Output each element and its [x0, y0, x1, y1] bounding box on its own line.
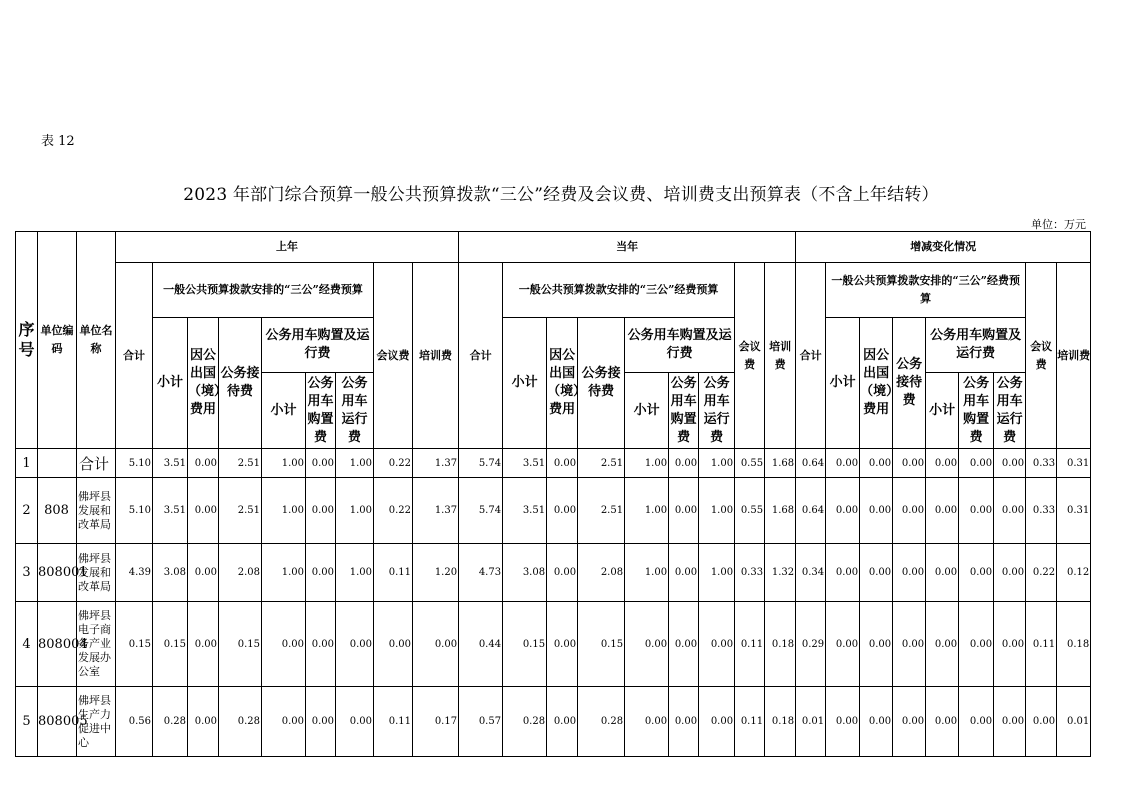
cell-value-curr: 1.68: [765, 449, 796, 478]
cell-value-curr: 3.08: [503, 544, 547, 602]
cell-value-curr: 1.32: [765, 544, 796, 602]
cell-value-curr: 0.28: [578, 687, 625, 757]
cell-value-curr: 2.08: [578, 544, 625, 602]
cell-value-curr: 0.55: [735, 449, 765, 478]
cell-seq: 3: [16, 544, 38, 602]
cell-code: 808: [38, 478, 77, 544]
cell-value-prev: 0.28: [219, 687, 262, 757]
cell-value-prev: 0.22: [374, 449, 413, 478]
header-sangong: 一般公共预算拨款安排的“三公”经费预算: [503, 263, 735, 318]
cell-code: 808005: [38, 687, 77, 757]
cell-value-change: 0.00: [994, 602, 1026, 687]
header-training: 培训费: [1057, 263, 1091, 449]
cell-value-curr: 0.18: [765, 602, 796, 687]
header-car-subtotal: 小计: [625, 373, 669, 449]
cell-value-prev: 0.56: [116, 687, 153, 757]
cell-code: 808004: [38, 602, 77, 687]
unit-label: 单位：万元: [1031, 218, 1086, 231]
cell-value-curr: 0.00: [669, 449, 699, 478]
cell-value-curr: 0.00: [669, 544, 699, 602]
cell-value-curr: 1.00: [625, 478, 669, 544]
cell-value-prev: 0.00: [188, 544, 219, 602]
cell-value-change: 0.22: [1026, 544, 1057, 602]
cell-value-curr: 0.11: [735, 602, 765, 687]
cell-value-curr: 0.57: [459, 687, 503, 757]
cell-value-change: 0.00: [826, 687, 860, 757]
cell-value-prev: 0.00: [336, 687, 374, 757]
cell-value-prev: 1.00: [262, 544, 306, 602]
cell-value-prev: 3.51: [153, 449, 188, 478]
header-total: 合计: [459, 263, 503, 449]
cell-value-change: 0.00: [860, 478, 893, 544]
cell-value-prev: 0.11: [374, 544, 413, 602]
cell-value-curr: 1.00: [699, 449, 735, 478]
cell-name: 佛坪县电子商务产业发展办公室: [77, 602, 116, 687]
header-car-subtotal: 小计: [262, 373, 306, 449]
cell-value-change: 0.00: [826, 478, 860, 544]
cell-value-change: 0.00: [994, 478, 1026, 544]
cell-value-change: 0.00: [893, 687, 926, 757]
cell-value-change: 0.31: [1057, 478, 1091, 544]
cell-value-prev: 0.00: [188, 602, 219, 687]
table-row: [16, 687, 1091, 757]
cell-value-change: 0.33: [1026, 478, 1057, 544]
cell-value-curr: 0.00: [547, 449, 578, 478]
header-training: 培训费: [413, 263, 459, 449]
cell-value-curr: 2.51: [578, 478, 625, 544]
cell-value-prev: 5.10: [116, 478, 153, 544]
cell-value-curr: 0.00: [625, 687, 669, 757]
cell-value-curr: 0.00: [669, 687, 699, 757]
cell-value-prev: 0.00: [188, 687, 219, 757]
cell-value-change: 0.29: [796, 602, 826, 687]
header-group-prev: 上年: [116, 232, 459, 263]
cell-name: 佛坪县生产力促进中心: [77, 687, 116, 757]
cell-seq: 2: [16, 478, 38, 544]
cell-name: 佛坪县发展和改革局: [77, 544, 116, 602]
cell-value-prev: 0.28: [153, 687, 188, 757]
header-meeting: 会议费: [1026, 263, 1057, 449]
cell-value-curr: 0.00: [547, 687, 578, 757]
cell-value-curr: 0.18: [765, 687, 796, 757]
header-group-curr: 当年: [459, 232, 796, 263]
header-abroad: 因公出国（境）费用: [860, 318, 893, 449]
header-car-purchase: 公务用车购置费: [959, 373, 994, 449]
cell-value-change: 0.31: [1057, 449, 1091, 478]
cell-name: 佛坪县发展和改革局: [77, 478, 116, 544]
header-car-purchase: 公务用车购置费: [306, 373, 336, 449]
header-car-purchase: 公务用车购置费: [669, 373, 699, 449]
cell-value-change: 0.01: [1057, 687, 1091, 757]
cell-value-curr: 0.15: [503, 602, 547, 687]
cell-value-curr: 0.00: [699, 687, 735, 757]
cell-value-change: 0.64: [796, 449, 826, 478]
cell-value-curr: 1.68: [765, 478, 796, 544]
cell-value-curr: 3.51: [503, 449, 547, 478]
cell-value-change: 0.00: [926, 449, 959, 478]
cell-value-change: 0.00: [959, 687, 994, 757]
header-sangong: 一般公共预算拨款安排的“三公”经费预算: [153, 263, 374, 318]
cell-value-prev: 0.00: [306, 478, 336, 544]
cell-value-change: 0.00: [860, 602, 893, 687]
cell-value-prev: 1.37: [413, 449, 459, 478]
cell-value-change: 0.00: [959, 449, 994, 478]
header-code: 单位编码: [38, 232, 77, 449]
cell-value-prev: 1.00: [336, 544, 374, 602]
cell-value-change: 0.00: [893, 602, 926, 687]
cell-value-change: 0.00: [994, 544, 1026, 602]
cell-value-curr: 1.00: [699, 544, 735, 602]
header-abroad: 因公出国（境）费用: [188, 318, 219, 449]
cell-value-prev: 0.15: [219, 602, 262, 687]
header-reception: 公务接待费: [219, 318, 262, 449]
cell-value-curr: 0.28: [503, 687, 547, 757]
cell-value-change: 0.00: [959, 478, 994, 544]
header-car-operate: 公务用车运行费: [699, 373, 735, 449]
header-car: 公务用车购置及运行费: [262, 318, 374, 373]
page-title: 2023 年部门综合预算一般公共预算拨款“三公”经费及会议费、培训费支出预算表（不含上年结转）: [183, 185, 939, 205]
header-subtotal: 小计: [153, 318, 188, 449]
header-total: 合计: [796, 263, 826, 449]
cell-value-curr: 1.00: [699, 478, 735, 544]
cell-value-prev: 0.00: [306, 687, 336, 757]
cell-value-prev: 0.00: [374, 602, 413, 687]
cell-value-change: 0.00: [860, 449, 893, 478]
cell-value-curr: 0.44: [459, 602, 503, 687]
cell-value-prev: 0.11: [374, 687, 413, 757]
cell-value-prev: 1.00: [262, 478, 306, 544]
header-meeting: 会议费: [374, 263, 413, 449]
cell-value-curr: 0.00: [699, 602, 735, 687]
cell-value-prev: 0.00: [306, 544, 336, 602]
header-abroad: 因公出国（境）费用: [547, 318, 578, 449]
cell-value-change: 0.12: [1057, 544, 1091, 602]
cell-value-prev: 0.00: [262, 602, 306, 687]
cell-value-change: 0.00: [826, 449, 860, 478]
cell-value-change: 0.00: [959, 544, 994, 602]
header-total: 合计: [116, 263, 153, 449]
cell-value-curr: 0.00: [669, 478, 699, 544]
cell-value-curr: 0.00: [547, 544, 578, 602]
cell-value-change: 0.00: [926, 478, 959, 544]
cell-value-prev: 3.08: [153, 544, 188, 602]
table-row: [16, 449, 1091, 478]
cell-value-change: 0.11: [1026, 602, 1057, 687]
cell-value-prev: 0.22: [374, 478, 413, 544]
cell-value-prev: 4.39: [116, 544, 153, 602]
header-name: 单位名称: [77, 232, 116, 449]
cell-value-prev: 0.00: [336, 602, 374, 687]
cell-value-prev: 1.37: [413, 478, 459, 544]
cell-value-change: 0.34: [796, 544, 826, 602]
header-car: 公务用车购置及运行费: [625, 318, 735, 373]
table-row: [16, 478, 1091, 544]
cell-value-change: 0.00: [860, 544, 893, 602]
cell-seq: 1: [16, 449, 38, 478]
cell-code: 808001: [38, 544, 77, 602]
cell-value-curr: 5.74: [459, 449, 503, 478]
cell-value-curr: 0.00: [625, 602, 669, 687]
header-seq: 序号: [16, 232, 38, 449]
cell-value-curr: 2.51: [578, 449, 625, 478]
cell-value-curr: 0.33: [735, 544, 765, 602]
cell-name: 合计: [77, 449, 116, 478]
cell-value-change: 0.00: [1026, 687, 1057, 757]
cell-value-change: 0.00: [994, 687, 1026, 757]
cell-value-curr: 1.00: [625, 449, 669, 478]
cell-value-prev: 1.00: [336, 449, 374, 478]
cell-value-prev: 0.17: [413, 687, 459, 757]
cell-value-prev: 0.00: [262, 687, 306, 757]
cell-value-curr: 0.00: [547, 478, 578, 544]
cell-value-prev: 2.08: [219, 544, 262, 602]
header-car-subtotal: 小计: [926, 373, 959, 449]
cell-value-change: 0.64: [796, 478, 826, 544]
cell-value-change: 0.00: [926, 602, 959, 687]
cell-value-curr: 0.15: [578, 602, 625, 687]
header-training: 培训费: [765, 263, 796, 449]
header-reception: 公务接待费: [893, 318, 926, 449]
cell-code: [38, 449, 77, 478]
table-row: [16, 544, 1091, 602]
cell-value-change: 0.01: [796, 687, 826, 757]
cell-value-prev: 2.51: [219, 449, 262, 478]
cell-value-prev: 0.15: [116, 602, 153, 687]
table-row: [16, 602, 1091, 687]
cell-value-prev: 3.51: [153, 478, 188, 544]
cell-value-prev: 0.15: [153, 602, 188, 687]
cell-value-prev: 1.00: [336, 478, 374, 544]
cell-value-prev: 0.00: [306, 449, 336, 478]
cell-value-curr: 5.74: [459, 478, 503, 544]
cell-value-prev: 1.00: [262, 449, 306, 478]
cell-value-change: 0.00: [893, 544, 926, 602]
cell-value-curr: 0.00: [669, 602, 699, 687]
header-car-operate: 公务用车运行费: [336, 373, 374, 449]
cell-value-change: 0.00: [959, 602, 994, 687]
budget-table: [15, 231, 1091, 757]
header-meeting: 会议费: [735, 263, 765, 449]
header-subtotal: 小计: [503, 318, 547, 449]
header-group-change: 增减变化情况: [796, 232, 1091, 263]
cell-value-change: 0.00: [926, 544, 959, 602]
cell-value-change: 0.00: [826, 544, 860, 602]
header-reception: 公务接待费: [578, 318, 625, 449]
cell-value-change: 0.00: [860, 687, 893, 757]
cell-seq: 5: [16, 687, 38, 757]
cell-value-change: 0.33: [1026, 449, 1057, 478]
cell-value-change: 0.00: [893, 449, 926, 478]
header-car-operate: 公务用车运行费: [994, 373, 1026, 449]
cell-value-curr: 4.73: [459, 544, 503, 602]
cell-value-prev: 0.00: [413, 602, 459, 687]
cell-value-prev: 2.51: [219, 478, 262, 544]
cell-seq: 4: [16, 602, 38, 687]
header-sangong: 一般公共预算拨款安排的“三公”经费预算: [826, 263, 1026, 318]
cell-value-change: 0.00: [826, 602, 860, 687]
table-number: 表 12: [41, 134, 75, 149]
cell-value-prev: 5.10: [116, 449, 153, 478]
cell-value-change: 0.18: [1057, 602, 1091, 687]
cell-value-change: 0.00: [994, 449, 1026, 478]
cell-value-change: 0.00: [893, 478, 926, 544]
cell-value-prev: 1.20: [413, 544, 459, 602]
cell-value-curr: 0.00: [547, 602, 578, 687]
cell-value-prev: 0.00: [306, 602, 336, 687]
cell-value-curr: 0.11: [735, 687, 765, 757]
cell-value-curr: 0.55: [735, 478, 765, 544]
cell-value-prev: 0.00: [188, 449, 219, 478]
header-car: 公务用车购置及运行费: [926, 318, 1026, 373]
cell-value-curr: 1.00: [625, 544, 669, 602]
cell-value-change: 0.00: [926, 687, 959, 757]
header-subtotal: 小计: [826, 318, 860, 449]
cell-value-curr: 3.51: [503, 478, 547, 544]
cell-value-prev: 0.00: [188, 478, 219, 544]
